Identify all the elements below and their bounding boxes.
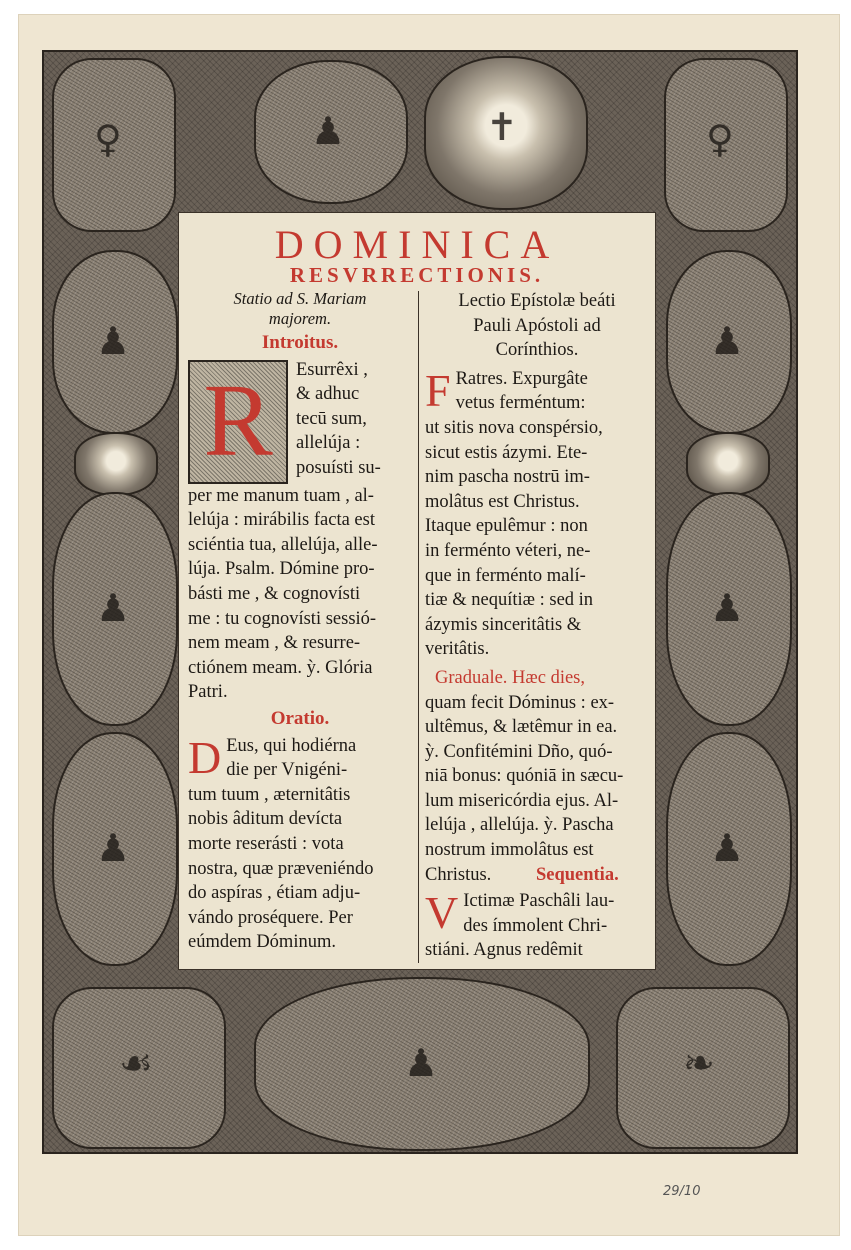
epistle-initial: F	[425, 364, 451, 416]
engraving-right-women-scene	[666, 250, 792, 434]
figure-icon: ♟	[710, 319, 745, 363]
left-column	[188, 289, 412, 955]
figure-icon: ☙	[119, 1041, 154, 1085]
figure-icon: ♟	[710, 826, 745, 870]
page-subtitle: RESVRRECTIONIS.	[289, 263, 545, 287]
oratio-text: D Eus, qui hodiérna die per Vnigéni- tum tuum , æternitâtis nobis âditum devícta morte reserásti : vota nostra, quæ præveniéndo do aspíras , étiam adju- vándo proséquere. Per eúmdem Dóminum.	[188, 731, 374, 953]
engraving-right-gardener-scene	[666, 492, 792, 726]
epistle-text: F Ratres. Expurgâte vetus ferméntum: ut sitis nova conspérsio, sicut estis ázymi. Ete- nim pascha nostrū im- molâtus est Christus. Itaque epulêmur : non in ferménto véteri, ne- que in ferménto malí- tiæ & nequítiæ : sed in ázymis sinceritâtis & veritâtis.	[425, 364, 603, 660]
text-panel	[178, 212, 656, 970]
engraving-bottom-apostles-scene	[254, 977, 590, 1151]
engraving-right-cherub	[686, 432, 770, 496]
figure-icon: ✝	[486, 105, 518, 149]
introitus-heading: Introitus.	[261, 332, 339, 353]
figure-icon: ♟	[311, 109, 346, 153]
oratio-initial: D	[188, 731, 222, 783]
introitus-text: R Esurrêxi , & adhuc tecū sum, allelúja : posuísti su- per me manum tuam , al- lelúja : mirábilis facta est sciéntia tua, allelúja, alle- lúja. Psalm. Dómine pro- básti me , & cognovísti me : tu cognovísti sessió- nem meam , & resurre- ctiónem meam. ỳ. Glória Patri.	[188, 359, 381, 703]
lectio-heading: Lectio Epístolæ beáti Pauli Apóstoli ad Corínthios.	[458, 291, 616, 361]
engraving-bottom-left-angel	[52, 987, 226, 1149]
figure-icon: ❧	[683, 1041, 715, 1085]
figure-icon: ♟	[96, 586, 131, 630]
oratio-heading: Oratio.	[270, 707, 330, 729]
engraving-left-landscape-scene	[52, 732, 178, 966]
statio-note: Statio ad S. Mariam majorem.	[233, 289, 367, 328]
figure-icon: ♟	[96, 826, 131, 870]
engraving-left-cherub	[74, 432, 158, 496]
engraving-left-garden-scene	[52, 492, 178, 726]
page-title: DOMINICA	[274, 222, 560, 267]
engraving-right-emmaus-scene	[666, 732, 792, 966]
engraving-top-center-left-scene	[254, 60, 408, 204]
engraving-top-left-allegory	[52, 58, 176, 232]
column-divider	[418, 291, 419, 963]
sequentia-initial: V	[425, 887, 459, 939]
graduale-heading: Graduale. Hæc dies,	[435, 667, 586, 688]
engraving-top-right-allegory	[664, 58, 788, 232]
engraving-resurrection-medallion	[424, 56, 588, 210]
right-column	[425, 289, 649, 963]
folio-mark: 29/10	[663, 1184, 701, 1199]
engraving-left-tomb-scene	[52, 250, 178, 434]
figure-icon: ♟	[710, 586, 745, 630]
graduale-text: Graduale. Hæc dies, quam fecit Dóminus : ex- ultêmus, & lætêmur in ea. ỳ. Confitémini Dño, quó- niā bonus: quóniā in sæcu- lum misericórdia ejus. Al- lelúja , allelúja. ỳ. Pascha nostrum immolâtus est Christus. Sequentia.	[425, 666, 649, 887]
figure-icon: ♀	[94, 117, 122, 161]
figure-icon: ♀	[706, 117, 734, 161]
sequentia-text: V Ictimæ Paschâli lau- des ímmolent Chri- stiáni. Agnus redêmit	[425, 887, 615, 961]
sequentia-heading: Sequentia.	[535, 864, 619, 885]
engraving-bottom-right-angel	[616, 987, 790, 1149]
figure-icon: ♟	[96, 319, 131, 363]
figure-icon: ♟	[404, 1041, 439, 1085]
decorated-initial: R	[188, 360, 288, 484]
